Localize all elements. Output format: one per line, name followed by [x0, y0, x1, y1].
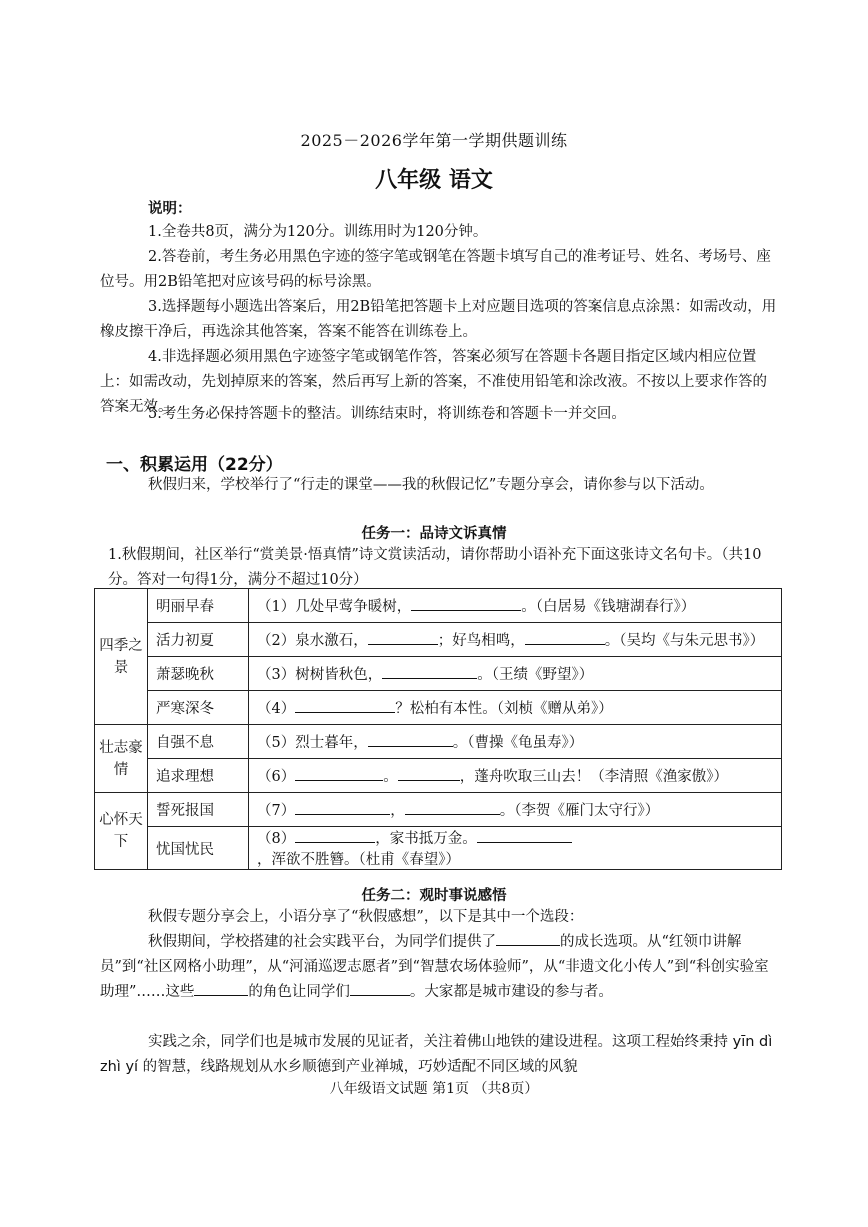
poem-card-table [94, 588, 782, 870]
answer-blank[interactable] [368, 630, 438, 645]
section-1-heading: 一、积累运用（22分） [106, 455, 283, 475]
section-1-intro: 秋假归来，学校举行了“行走的课堂——我的秋假记忆”专题分享会，请你参与以下活动。 [148, 477, 714, 493]
table-row [95, 589, 782, 623]
instructions-label: 说明： [148, 200, 192, 217]
instruction-item-5: 5.考生务必保持答题卡的整洁。训练结束时，将训练卷和答题卡一并交回。 [148, 406, 626, 422]
subcategory-cell: 忧国忧民 [148, 827, 249, 870]
table-row [95, 793, 782, 827]
poem-text: （4） [257, 701, 296, 717]
instruction-item-4: 4.非选择题必须用黑色字迹签字笔或钢笔作答，答案必须写在答题卡各题目指定区域内相应位置上：如需改动，先划掉原来的答案，然后再写上新的答案，不准使用铅笔和涂改液。不按以上要求作答的答案无效。 [100, 349, 767, 415]
answer-blank[interactable] [477, 828, 572, 843]
subcategory-cell: 明丽早春 [148, 589, 249, 623]
task-2-heading: 任务二：观时事说感悟 [361, 888, 507, 904]
table-row [95, 827, 782, 870]
instruction-item-3: 3.选择题每小题选出答案后，用2B铅笔把答题卡上对应题目选项的答案信息点涂黑：如需改动，用橡皮擦干净后，再选涂其他答案，答案不能答在训练卷上。 [100, 299, 777, 340]
poem-text: （2）泉水激石， [257, 633, 368, 649]
answer-blank[interactable] [398, 766, 460, 781]
poem-source: ，浑欲不胜簪。（杜甫《春望》） [257, 852, 460, 868]
poem-line-cell [249, 759, 782, 793]
poem-text: （5）烈士暮年， [257, 735, 368, 751]
excerpt-text: 的智慧，线路规划从水乡顺德到产业禅城，巧妙适配不同区域的风貌 [138, 1059, 578, 1075]
poem-text: （1）几处早莺争暖树， [257, 599, 412, 615]
category-cell: 心怀天下 [95, 793, 148, 870]
poem-line-cell [249, 827, 782, 870]
subcategory-cell: 活力初夏 [148, 623, 249, 657]
poem-source: 。（李贺《雁门太守行》） [499, 803, 660, 819]
excerpt-text: 的角色让同学们 [248, 984, 350, 1000]
table-row [95, 759, 782, 793]
excerpt-text: 的成长选项。从“红领巾讲解员”到“社区网格小助理”，从“河涌巡逻志愿者”到“智慧农场体验师”，从“非遗文化小传人”到“科创实验室助理”……这些 [100, 934, 769, 1000]
page-footer: 八年级语文试题 第1页 （共8页） [329, 1081, 539, 1097]
poem-source: 。（白居易《钱塘湖春行》） [521, 599, 696, 615]
table-row [95, 657, 782, 691]
subcategory-cell: 追求理想 [148, 759, 249, 793]
excerpt-text: 。大家都是城市建设的参与者。 [409, 984, 613, 1000]
answer-blank[interactable] [496, 931, 560, 946]
answer-blank[interactable] [295, 800, 390, 815]
poem-text: （7） [257, 803, 296, 819]
task-1-heading: 任务一：品诗文诉真情 [361, 526, 507, 542]
answer-blank[interactable] [295, 828, 375, 843]
answer-blank[interactable] [194, 981, 248, 996]
task-2-intro: 秋假专题分享会上，小语分享了“秋假感想”，以下是其中一个选段： [148, 909, 584, 925]
answer-blank[interactable] [405, 800, 500, 815]
poem-source: ，蓬舟吹取三山去！（李清照《渔家傲》） [459, 769, 728, 785]
exam-term-title: 2025－2026学年第一学期供题训练 [300, 131, 568, 150]
answer-blank[interactable] [368, 732, 453, 747]
excerpt-text: 实践之余，同学们也是城市发展的见证者，关注着佛山地铁的建设进程。这项工程始终秉持 [148, 1034, 733, 1050]
category-cell: 壮志豪情 [95, 725, 148, 793]
category-cell: 四季之景 [95, 589, 148, 725]
answer-blank[interactable] [382, 664, 477, 679]
poem-line-cell [249, 657, 782, 691]
poem-source: 。（吴均《与朱元思书》） [604, 633, 765, 649]
poem-text: ；好鸟相鸣， [437, 633, 525, 649]
poem-text: ，家书抵万金。 [375, 831, 477, 847]
excerpt-text: 秋假期间，学校搭建的社会实践平台，为同学们提供了 [148, 934, 496, 950]
pinyin-text: yīn dì zhì yí [100, 1034, 773, 1075]
instruction-item-1: 1.全卷共8页，满分为120分。训练用时为120分钟。 [148, 224, 488, 240]
subcategory-cell: 自强不息 [148, 725, 249, 759]
poem-line-cell [249, 793, 782, 827]
poem-text: （3）树树皆秋色， [257, 667, 383, 683]
poem-source: 。（曹操《龟虽寿》） [452, 735, 584, 751]
poem-source: 。（王绩《野望》） [477, 667, 594, 683]
poem-line-cell [249, 691, 782, 725]
poem-text: ， [390, 803, 405, 819]
poem-line-cell [249, 725, 782, 759]
answer-blank[interactable] [350, 981, 410, 996]
answer-blank[interactable] [295, 698, 395, 713]
answer-blank[interactable] [525, 630, 605, 645]
answer-blank[interactable] [295, 766, 383, 781]
subcategory-cell: 严寒深冬 [148, 691, 249, 725]
excerpt-paragraph-2 [100, 1030, 780, 1080]
exam-subject-title: 八年级 语文 [375, 168, 493, 193]
excerpt-paragraph-1 [100, 930, 780, 1005]
answer-blank[interactable] [411, 596, 521, 611]
table-row [95, 691, 782, 725]
poem-source: ？松柏有本性。（刘桢《赠从弟》） [395, 701, 613, 717]
poem-text: 。 [383, 769, 398, 785]
poem-line-cell [249, 589, 782, 623]
question-1-prompt: 1.秋假期间，社区举行“赏美景·悟真情”诗文赏读活动，请你帮助小语补充下面这张诗文名句卡。（共10分。答对一句得1分，满分不超过10分） [108, 547, 762, 588]
poem-line-cell [249, 623, 782, 657]
instruction-item-2: 2.答卷前，考生务必用黑色字迹的签字笔或钢笔在答题卡填写自己的准考证号、姓名、考场号、座位号。用2B铅笔把对应该号码的标号涂黑。 [100, 249, 771, 290]
table-row [95, 725, 782, 759]
poem-text: （8） [257, 831, 296, 847]
subcategory-cell: 萧瑟晚秋 [148, 657, 249, 691]
table-row [95, 623, 782, 657]
poem-text: （6） [257, 769, 296, 785]
subcategory-cell: 誓死报国 [148, 793, 249, 827]
